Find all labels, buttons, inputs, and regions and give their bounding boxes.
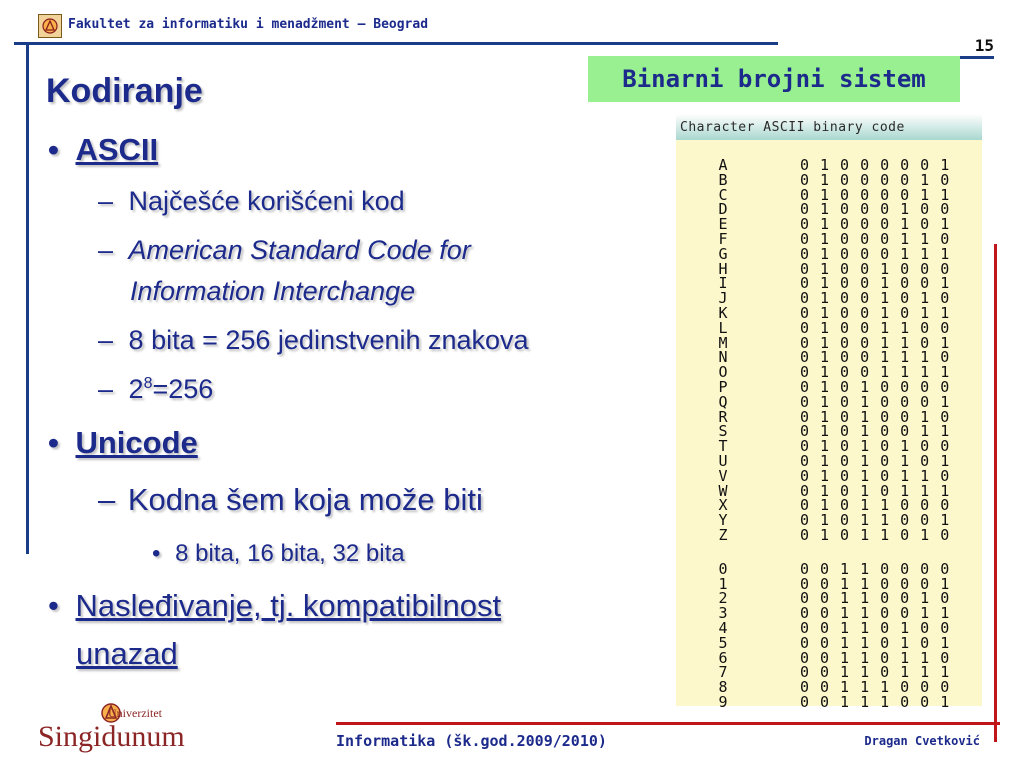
- ascii-binary-code: 01000100: [800, 200, 961, 219]
- ascii-binary-code: 01001011: [800, 304, 961, 322]
- ascii-char: H: [718, 259, 728, 278]
- bullet-compat-text: Nasleđivanje, tj. kompatibilnost: [75, 588, 502, 623]
- ascii-char: C: [718, 185, 728, 204]
- ascii-char: 4: [718, 619, 728, 637]
- ascii-binary-code: 00110100: [800, 619, 961, 637]
- sub-sub-item-text: 8 bita, 16 bita, 32 bita: [175, 540, 405, 567]
- ascii-char: B: [718, 170, 728, 189]
- ascii-binary-code: 01011001: [800, 511, 961, 530]
- ascii-binary-code: 01010001: [800, 392, 961, 411]
- ascii-binary-code: 01001010: [800, 289, 961, 308]
- ascii-char: E: [718, 215, 728, 234]
- ascii-char: F: [718, 230, 728, 248]
- faculty-header-title: Fakultet za informatiku i menadžment – Beograd: [68, 17, 429, 32]
- subtitle-text: Binarni brojni sistem: [622, 65, 926, 93]
- sub-item-ascii-1: [98, 186, 405, 217]
- sub-item-ascii-4: [98, 374, 213, 405]
- ascii-binary-code: 01010110: [800, 466, 961, 485]
- ascii-char: 3: [718, 604, 728, 623]
- ascii-binary-code: 01000011: [800, 185, 961, 204]
- ascii-binary-code: 00110110: [800, 648, 961, 667]
- sub-item-text: Kodna šem koja može biti: [127, 482, 483, 517]
- bullet-compat-text-cont: unazad: [76, 636, 178, 671]
- ascii-binary-code: 00110101: [800, 633, 961, 652]
- ascii-char: J: [718, 289, 728, 308]
- ascii-char: W: [718, 481, 728, 500]
- bullet-ascii-text: ASCII: [75, 132, 159, 167]
- ascii-char: I: [718, 274, 728, 293]
- ascii-char: Y: [718, 511, 728, 530]
- ascii-char: 9: [718, 693, 728, 711]
- ascii-binary-code: 00110000: [800, 559, 961, 578]
- ascii-char: O: [718, 363, 728, 382]
- sub-item-text: American Standard Code for: [128, 235, 471, 265]
- left-divider: [26, 42, 29, 554]
- ascii-char: 1: [718, 574, 728, 593]
- university-logo: [38, 706, 185, 758]
- ascii-binary-code: 00111001: [800, 693, 961, 711]
- ascii-char: R: [718, 407, 728, 426]
- ascii-binary-code: 00110001: [800, 574, 961, 593]
- bullet-unicode-text: Unicode: [75, 425, 198, 460]
- ascii-binary-code: 00110010: [800, 589, 961, 608]
- ascii-char: D: [718, 200, 728, 219]
- dash-marker: –: [98, 482, 116, 517]
- right-divider: [994, 244, 997, 742]
- sub-item-ascii-2-cont: [130, 276, 415, 307]
- ascii-char: V: [718, 466, 728, 485]
- bottom-divider: [336, 722, 1000, 725]
- sub-sub-item-unicode-1: [152, 540, 405, 568]
- ascii-binary-code: 01010111: [800, 481, 961, 500]
- footer-author: Dragan Cvetković: [864, 734, 980, 748]
- ascii-char: K: [718, 304, 728, 322]
- ascii-binary-code: 01001000: [800, 259, 961, 278]
- ascii-char: N: [718, 348, 728, 367]
- bullet-ascii: [48, 132, 158, 168]
- ascii-binary-code: 01001001: [800, 274, 961, 293]
- ascii-binary-code: 01010000: [800, 378, 961, 396]
- university-name: Singidunum: [38, 720, 185, 753]
- ascii-char: Z: [718, 526, 728, 544]
- ascii-table: [676, 114, 982, 711]
- ascii-char: 5: [718, 633, 728, 652]
- dash-marker: –: [98, 235, 114, 265]
- ascii-table-header: Character ASCII binary code: [676, 114, 982, 140]
- bullet-compat-cont: [76, 636, 178, 672]
- power-base: 2: [128, 374, 144, 404]
- sub-item-text: Najčešće korišćeni kod: [128, 186, 405, 216]
- ascii-binary-code: 01011000: [800, 496, 961, 515]
- top-divider: [14, 42, 778, 45]
- ascii-binary-code: 01001110: [800, 348, 961, 367]
- slide-title: Kodiranje: [46, 72, 203, 110]
- ascii-row: [676, 528, 982, 543]
- power-exponent: 8: [143, 375, 153, 392]
- ascii-char: X: [718, 496, 728, 515]
- bullet-marker: •: [152, 540, 161, 567]
- ascii-binary-code: 01011010: [800, 526, 961, 544]
- page-number: 15: [974, 36, 994, 55]
- ascii-binary-code: 01010010: [800, 407, 961, 426]
- ascii-binary-code: 01000010: [800, 170, 961, 189]
- ascii-char: U: [718, 452, 728, 470]
- sub-item-ascii-3: [98, 325, 529, 356]
- ascii-char: 0: [718, 559, 728, 578]
- ascii-binary-code: 01000101: [800, 215, 961, 234]
- ascii-binary-code: 01010101: [800, 452, 961, 470]
- ascii-char: S: [718, 422, 728, 441]
- dash-marker: –: [98, 325, 114, 355]
- power-result: =256: [152, 374, 214, 404]
- ascii-binary-code: 01001101: [800, 333, 961, 352]
- dash-marker: –: [98, 374, 114, 404]
- ascii-char: P: [718, 378, 728, 396]
- university-label: Univerzitet: [108, 706, 162, 720]
- ascii-binary-code: 00110011: [800, 604, 961, 623]
- ascii-binary-code: 01000001: [800, 156, 961, 174]
- ascii-row: [676, 695, 982, 710]
- bullet-unicode: [48, 425, 198, 461]
- bullet-marker: •: [48, 425, 59, 460]
- ascii-binary-code: 01001111: [800, 363, 961, 382]
- ascii-binary-code: 00110111: [800, 663, 961, 682]
- sub-item-ascii-2: [98, 235, 471, 266]
- bullet-compat: [48, 588, 501, 624]
- ascii-char: T: [718, 437, 728, 456]
- ascii-char: 7: [718, 663, 728, 682]
- sub-item-text: Information Interchange: [130, 276, 416, 306]
- bullet-marker: •: [48, 132, 59, 167]
- ascii-char: Q: [718, 392, 728, 411]
- dash-marker: –: [98, 186, 114, 216]
- ascii-binary-code: 01000110: [800, 230, 961, 248]
- ascii-char: A: [718, 156, 728, 174]
- ascii-binary-code: 01000111: [800, 244, 961, 263]
- ascii-char: M: [718, 333, 728, 352]
- ascii-binary-code: 01001100: [800, 318, 961, 337]
- ascii-binary-code: 01010011: [800, 422, 961, 441]
- subtitle-box: [588, 56, 960, 102]
- ascii-char: 6: [718, 648, 728, 667]
- ascii-char: 2: [718, 589, 728, 608]
- sub-item-unicode-1: [98, 482, 483, 518]
- sub-item-text: 8 bita = 256 jedinstvenih znakova: [128, 325, 529, 355]
- ascii-char: L: [718, 318, 728, 337]
- ascii-binary-code: 00111000: [800, 678, 961, 697]
- bullet-marker: •: [48, 588, 59, 623]
- ascii-char: 8: [718, 678, 728, 697]
- faculty-logo-icon: [38, 14, 62, 38]
- footer-course: Informatika (šk.god.2009/2010): [336, 732, 607, 750]
- ascii-binary-code: 01010100: [800, 437, 961, 456]
- ascii-char: G: [718, 244, 728, 263]
